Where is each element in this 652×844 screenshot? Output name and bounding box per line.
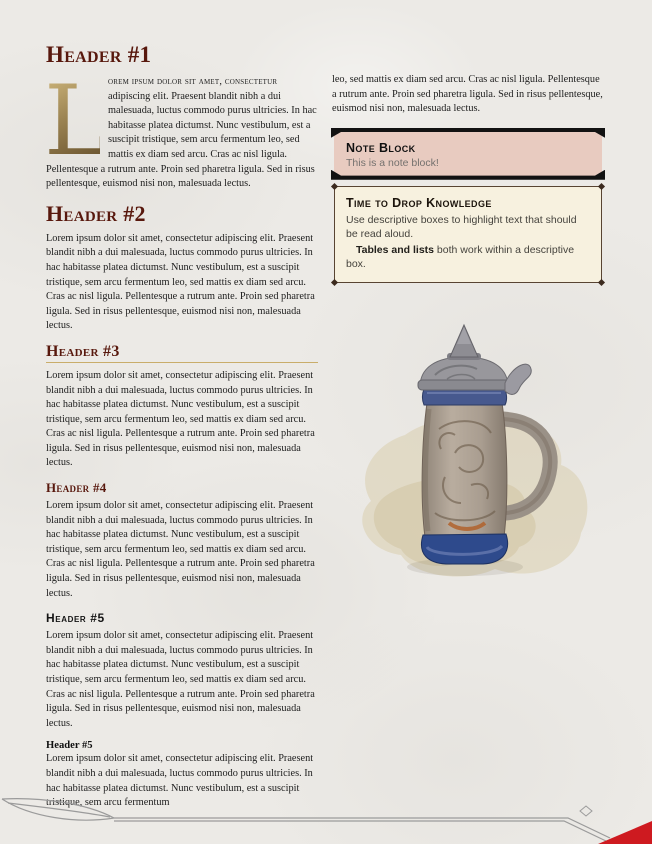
intro-lead: orem ipsum dolor sit amet, consectetur (108, 76, 278, 87)
stein-thumb-lever (505, 364, 531, 394)
body-paragraph: Lorem ipsum dolor sit amet, consectetur adipiscing elit. Praesent blandit nibh a dui malesuada, luctus commodo purus ultricies. In hac habitasse platea dictumst. Nunc vestibulum, est a suscipit tristique, sem arcu fermentum leo, sed mattis ex diam sed arcu. Cras ac nisl ligula. Pellentesque a rutrum ante. Proin sed pharetra ligula. Sed in risus pellentesque, euismod nisi non, malesuada lectus. (46, 369, 315, 469)
note-top-bar (331, 128, 605, 138)
corner-dot-icon (331, 279, 338, 286)
heading-1: Header #1 (46, 42, 152, 67)
heading-2: Header #2 (46, 200, 146, 226)
footer-ornament (0, 795, 652, 844)
descriptive-title: Time to Drop Knowledge (346, 195, 492, 210)
left-column (46, 42, 318, 820)
heading-3: Header #3 (46, 343, 318, 363)
descriptive-box (334, 186, 602, 283)
note-text: This is a note block! (346, 156, 439, 169)
body-paragraph: Lorem ipsum dolor sit amet, consectetur adipiscing elit. Praesent blandit nibh a dui malesuada, luctus commodo purus ultricies. In hac habitasse platea dictumst. Nunc vestibulum, est a suscipit tristique, sem arcu fermentum leo, sed mattis ex diam sed arcu. Cras ac nisl ligula. Pellentesque a rutrum ante. Proin sed pharetra ligula. Sed in risus pellentesque, euismod nisi non, malesuada lectus. (46, 500, 315, 599)
beer-stein-image (343, 317, 593, 587)
continuation-paragraph: leo, sed mattis ex diam sed arcu. Cras ac nisl ligula. Pellentesque a rutrum ante. Proin sed pharetra ligula. Sed in risus pellentesque, euismod nisi non, malesuada lectus. (332, 74, 603, 115)
beer-stein-illustration (343, 317, 593, 592)
intro-paragraph (44, 65, 318, 192)
drop-cap-letter: L (44, 65, 108, 177)
descriptive-line1: Use descriptive boxes to highlight text that should be read aloud. (346, 213, 577, 241)
note-bottom-bar (331, 170, 605, 180)
body-paragraph: Lorem ipsum dolor sit amet, consectetur adipiscing elit. Praesent blandit nibh a dui malesuada, luctus commodo purus ultricies. In hac habitasse platea dictumst. Nunc vestibulum, est a suscipit tristique, sem arcu fermentum leo, sed mattis ex diam sed arcu. Cras ac nisl ligula. Pellentesque a rutrum ante. Proin sed pharetra ligula. Sed in risus pellentesque, euismod nisi non, malesuada lectus. (46, 232, 315, 332)
corner-dot-icon (598, 183, 605, 190)
heading-5: Header #5 (46, 611, 105, 626)
corner-dot-icon (598, 279, 605, 286)
note-block (334, 130, 602, 178)
right-column (332, 42, 604, 820)
truncated-paragraph: Lorem ipsum dolor sit amet, consectetur adipiscing elit. Praesent blandit nibh a dui malesuada, luctus commodo purus ultricies. In hac habitasse platea dictumst. Nunc vestibulum, est a suscipit tristique, sem arcu fermentum (46, 753, 314, 809)
corner-dot-icon (331, 183, 338, 190)
stein-top-band (423, 389, 507, 405)
body-paragraph: Lorem ipsum dolor sit amet, consectetur adipiscing elit. Praesent blandit nibh a dui malesuada, luctus commodo purus ultricies. In hac habitasse platea dictumst. Nunc vestibulum, est a suscipit tristique, sem arcu fermentum leo, sed mattis ex diam sed arcu. Cras ac nisl ligula. Pellentesque a rutrum ante. Proin sed pharetra ligula. Sed in risus pellentesque, euismod nisi non, malesuada lectus. (46, 630, 315, 729)
note-title: Note Block (346, 140, 416, 155)
footer-diamond-icon (580, 806, 592, 816)
descriptive-line2 (346, 243, 590, 272)
heading-5-bold: Header #5 (46, 740, 93, 752)
descriptive-line2-rest: both work within a descriptive box. (346, 243, 575, 271)
heading-4: Header #4 (46, 480, 107, 496)
intro-rest: adipiscing elit. Praesent blandit nibh a dui malesuada, luctus commodo purus ultricies. In hac habitasse platea dictumst. Nunc vestibulum, est a suscipit tristique, sem arcu fermentum leo, sed mattis ex diam sed arcu. Cras ac nisl ligula. Pellentesque a rutrum ante. Proin sed pharetra ligula. Sed in risus pellentesque, euismod nisi non, malesuada lectus. (46, 90, 317, 190)
descriptive-line2-bold: Tables and lists (356, 243, 434, 256)
